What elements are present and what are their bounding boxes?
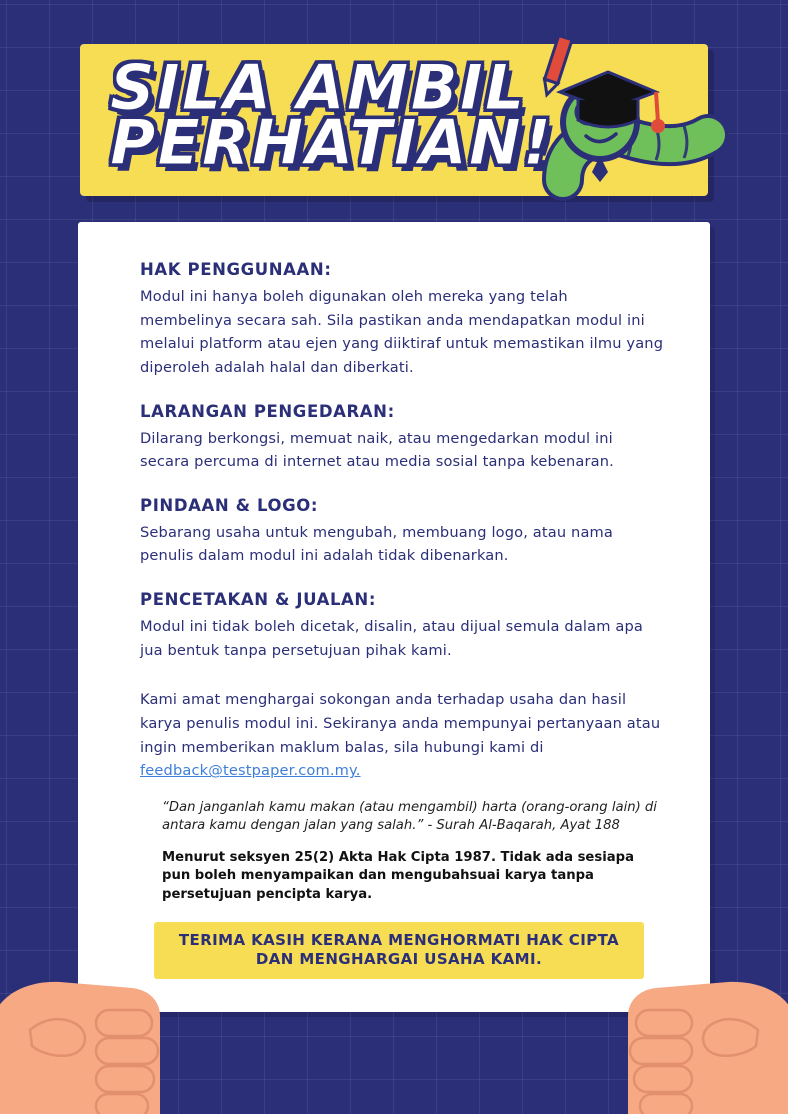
section-title-pindaan-logo: PINDAAN & LOGO:: [140, 495, 319, 515]
thanks-text: TERIMA KASIH KERANA MENGHORMATI HAK CIPTA DAN MENGHARGAI USAHA KAMI.: [178, 931, 620, 968]
notice-sheet: [78, 222, 710, 1012]
banner-title-line1: SILA AMBIL: [110, 51, 527, 124]
copyright-law-note: Menurut seksyen 25(2) Akta Hak Cipta 1987. Tidak ada sesiapa pun boleh menyampaikan dan mengubahsuai karya tanpa persetujuan pencipta karya.: [162, 849, 634, 902]
section-body-pindaan-logo: Sebarang usaha untuk mengubah, membuang logo, atau nama penulis dalam modul ini adalah tidak dibenarkan.: [140, 523, 613, 565]
feedback-email-link[interactable]: feedback@testpaper.com.my.: [140, 762, 361, 780]
quran-quote: “Dan janganlah kamu makan (atau mengambil) harta (orang-orang lain) di antara kamu dengan jalan yang salah.” - Surah Al-Baqarah, Ayat 188: [162, 799, 657, 833]
closing-text: Kami amat menghargai sokongan anda terhadap usaha dan hasil karya penulis modul ini. Sekiranya anda mempunyai pertanyaan atau ingin memberikan maklum balas, sila hubungi kami di: [140, 691, 661, 756]
thanks-banner: [154, 922, 644, 979]
section-title-pencetakan-jualan: PENCETAKAN & JUALAN:: [140, 590, 377, 610]
banner-title-line2: PERHATIAN!: [110, 105, 553, 179]
graduate-worm-mascot-icon: [508, 30, 728, 210]
section-title-larangan-pengedaran: LARANGAN PENGEDARAN:: [140, 401, 395, 421]
section-title-hak-penggunaan: HAK PENGGUNAAN:: [140, 260, 332, 279]
section-body-pencetakan-jualan: Modul ini tidak boleh dicetak, disalin, atau dijual semula dalam apa jua bentuk tanpa persetujuan pihak kami.: [140, 618, 643, 659]
section-body-larangan-pengedaran: Dilarang berkongsi, memuat naik, atau mengedarkan modul ini secara percuma di internet atau media sosial tanpa kebenaran.: [140, 429, 614, 471]
closing-paragraph: [140, 688, 664, 783]
banner: [80, 44, 708, 196]
section-body-hak-penggunaan: Modul ini hanya boleh digunakan oleh mereka yang telah membelinya secara sah. Sila pastikan anda mendapatkan modul ini melalui platform atau ejen yang diiktiraf untuk memastikan ilmu yang diperoleh adalah halal dan diberkati.: [140, 288, 664, 376]
